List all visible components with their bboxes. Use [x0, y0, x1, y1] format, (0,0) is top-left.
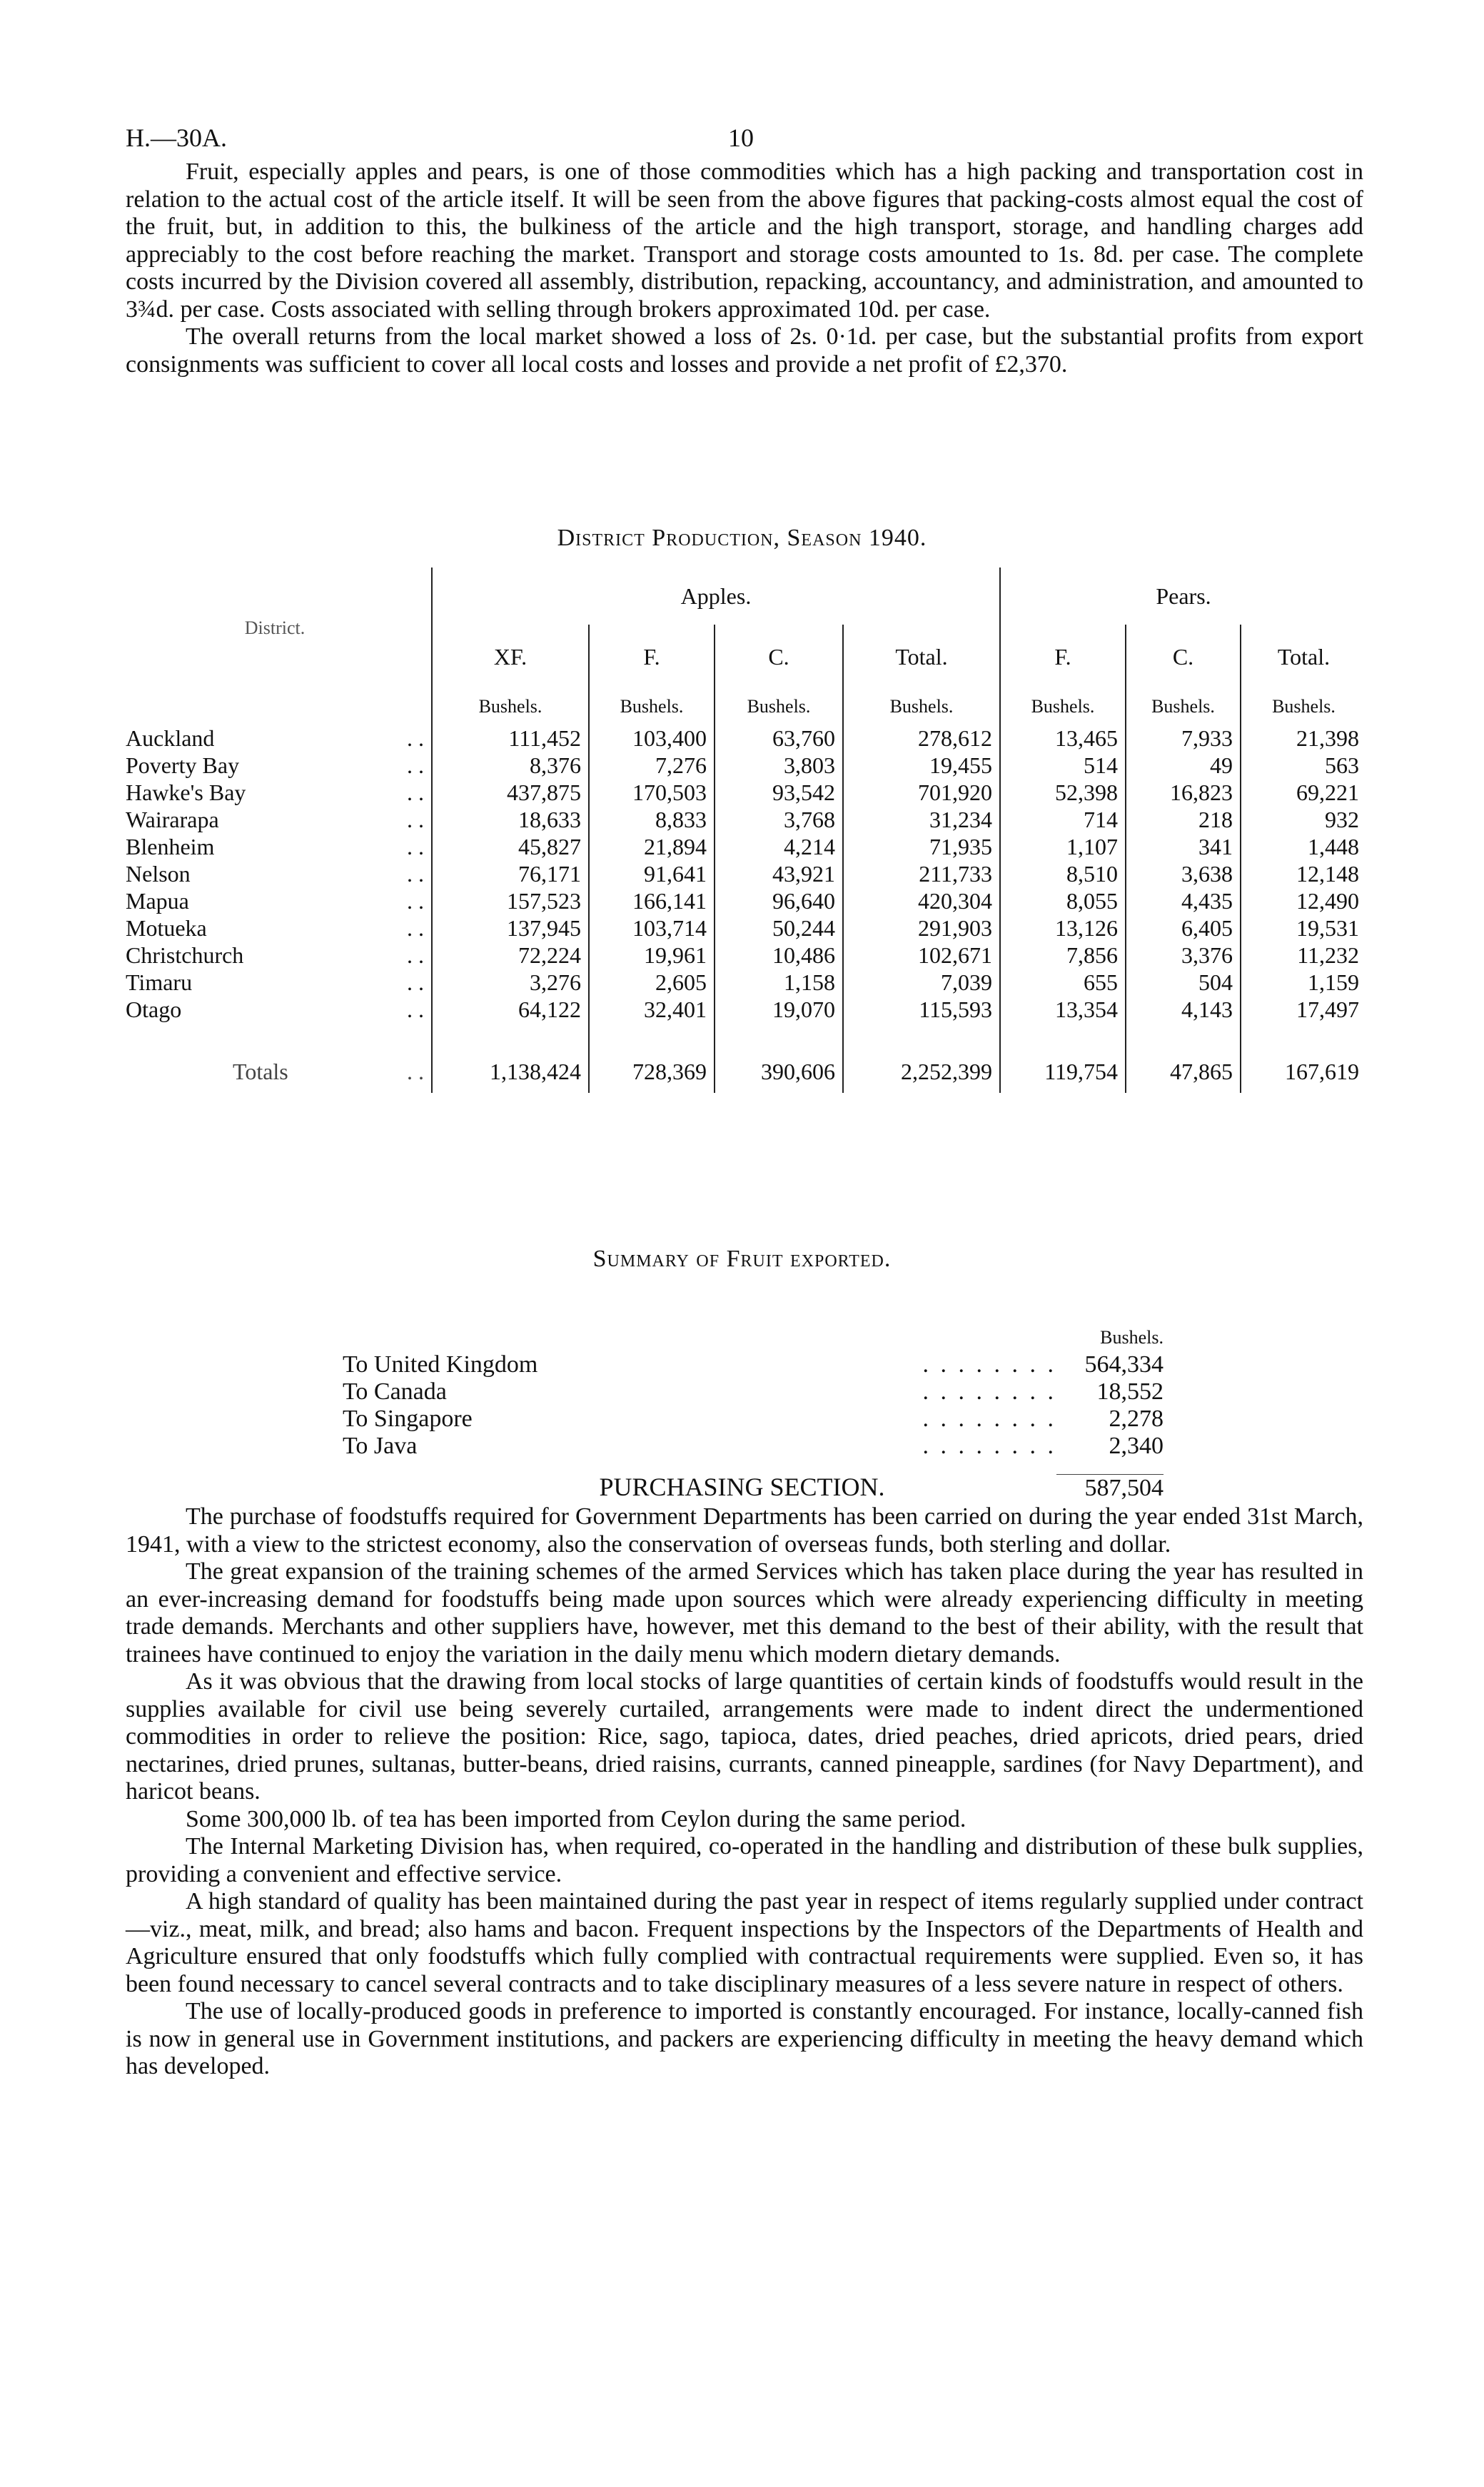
cell-value: 12,490 — [1241, 887, 1366, 914]
cell-value: 420,304 — [843, 887, 1000, 914]
cell-value: 11,232 — [1241, 942, 1366, 969]
table-row — [126, 860, 1366, 887]
table-row — [126, 942, 1366, 969]
column-header: F. — [589, 625, 715, 689]
unit-label: Bushels. — [715, 689, 843, 725]
table-row — [126, 969, 1366, 996]
cell-value: 8,833 — [589, 806, 715, 833]
paragraph: Some 300,000 lb. of tea has been imported from Ceylon during the same period. — [186, 1805, 966, 1832]
leader-dots: . . — [407, 806, 424, 832]
paragraph: Fruit, especially apples and pears, is one of those commodities which has a high packing and transportation cost in relation to the actual cost of the article itself. It will be seen from the above figures that packing-costs almost equal the cost of the fruit, but, in addition to this, the bulkiness of the article and the high transport, storage, and handling charges add appreciably to the cost before reaching the market. Transport and storage costs amounted to 1s. 8d. per case. The complete costs incurred by the Division covered all assembly, distribution, repacking, accountancy, and administration, and amounted to 3¾d. per case. Costs associated with selling through brokers approximated 10d. per case. — [126, 158, 1363, 323]
destination-label: To Canada — [343, 1378, 447, 1405]
page-number: 10 — [728, 123, 754, 152]
district-header: District. — [244, 617, 306, 638]
district-name — [126, 887, 432, 914]
cell-value: 32,401 — [589, 996, 715, 1023]
destination-label: To United Kingdom — [343, 1351, 538, 1378]
column-header: C. — [715, 625, 843, 689]
total-value: 390,606 — [715, 1050, 843, 1093]
cell-value: 19,961 — [589, 942, 715, 969]
summary-total: 587,504 — [1056, 1474, 1164, 1502]
district-name — [126, 914, 432, 942]
district-label: Blenheim — [126, 833, 215, 859]
cell-value: 7,276 — [589, 752, 715, 779]
column-header: Total. — [843, 625, 1000, 689]
district-name — [126, 833, 432, 860]
cell-value: 7,933 — [1126, 725, 1241, 752]
leader-dots: . . . . . . . . — [922, 1351, 1056, 1378]
paragraph: The use of locally-produced goods in preference to imported is constantly encouraged. For instance, locally-canned fish is now in general use in Government institutions, and packers are experiencing difficulty in meeting the heavy demand which has developed. — [126, 1998, 1363, 2079]
cell-value: 7,039 — [843, 969, 1000, 996]
total-value: 167,619 — [1241, 1050, 1366, 1093]
destination — [343, 1378, 1056, 1406]
destination-label: To Java — [343, 1433, 418, 1459]
leader-dots: . . — [407, 969, 424, 995]
table-title: District Production, Season 1940. — [557, 525, 927, 551]
cell-value: 1,107 — [1000, 833, 1126, 860]
district-label: Mapua — [126, 887, 189, 914]
cell-value: 1,448 — [1241, 833, 1366, 860]
purchasing-text — [126, 1503, 1363, 2081]
leader-dots: . . — [407, 914, 424, 941]
column-header: F. — [1000, 625, 1126, 689]
cell-value: 45,827 — [432, 833, 589, 860]
cell-value: 166,141 — [589, 887, 715, 914]
cell-value: 64,122 — [432, 996, 589, 1023]
paragraph: The Internal Marketing Division has, when required, co-operated in the handling and distribution of these bulk supplies, providing a convenient and effective service. — [126, 1833, 1363, 1887]
cell-value: 63,760 — [715, 725, 843, 752]
destination — [343, 1351, 1056, 1378]
cell-value: 932 — [1241, 806, 1366, 833]
document-reference: H.—30A. — [126, 123, 227, 152]
cell-value: 3,376 — [1126, 942, 1241, 969]
district-name — [126, 725, 432, 752]
total-value: 47,865 — [1126, 1050, 1241, 1093]
bushels-value: 18,552 — [1096, 1378, 1164, 1405]
cell-value: 3,803 — [715, 752, 843, 779]
summary-row — [343, 1378, 1164, 1406]
column-header: XF. — [432, 625, 589, 689]
cell-value: 10,486 — [715, 942, 843, 969]
pears-header: Pears. — [1000, 567, 1366, 625]
cell-value: 111,452 — [432, 725, 589, 752]
table-row — [126, 996, 1366, 1023]
table-row — [126, 752, 1366, 779]
cell-value: 91,641 — [589, 860, 715, 887]
district-name — [126, 752, 432, 779]
leader-dots: . . . . . . . . — [922, 1378, 1056, 1405]
leader-dots: . . . . . . . . — [922, 1433, 1056, 1459]
summary-row — [343, 1433, 1164, 1460]
leader-dots: . . — [407, 996, 424, 1022]
leader-dots: . . — [407, 860, 424, 887]
district-name — [126, 996, 432, 1023]
paragraph: The purchase of foodstuffs required for Government Departments has been carried on during the year ended 31st March, 1941, with a view to the strictest economy, also the conservation of overseas funds, both sterling and dollar. — [126, 1503, 1363, 1558]
district-production-table — [126, 567, 1366, 1093]
leader-dots: . . . . . . . . — [922, 1406, 1056, 1432]
unit-label: Bushels. — [432, 689, 589, 725]
bushels-value: 2,340 — [1109, 1433, 1164, 1459]
unit-label: Bushels. — [1241, 689, 1366, 725]
cell-value: 514 — [1000, 752, 1126, 779]
cell-value: 21,398 — [1241, 725, 1366, 752]
cell-value: 13,126 — [1000, 914, 1126, 942]
cell-value: 437,875 — [432, 779, 589, 806]
cell-value: 1,158 — [715, 969, 843, 996]
unit-label: Bushels. — [1000, 689, 1126, 725]
district-name — [126, 806, 432, 833]
cell-value: 3,276 — [432, 969, 589, 996]
destination — [343, 1433, 1056, 1460]
cell-value: 93,542 — [715, 779, 843, 806]
column-header: Total. — [1241, 625, 1366, 689]
cell-value: 278,612 — [843, 725, 1000, 752]
district-name — [126, 779, 432, 806]
cell-value: 103,400 — [589, 725, 715, 752]
cell-value: 19,531 — [1241, 914, 1366, 942]
cell-value: 72,224 — [432, 942, 589, 969]
cell-value: 655 — [1000, 969, 1126, 996]
leader-dots: . . — [407, 725, 424, 751]
cell-value: 71,935 — [843, 833, 1000, 860]
total-value: 728,369 — [589, 1050, 715, 1093]
leader-dots: . . — [407, 833, 424, 859]
cell-value: 69,221 — [1241, 779, 1366, 806]
cell-value: 3,638 — [1126, 860, 1241, 887]
cell-value: 157,523 — [432, 887, 589, 914]
cell-value: 714 — [1000, 806, 1126, 833]
cell-value: 1,159 — [1241, 969, 1366, 996]
cell-value: 96,640 — [715, 887, 843, 914]
district-label: Hawke's Bay — [126, 779, 246, 805]
cell-value: 13,354 — [1000, 996, 1126, 1023]
leader-dots: . . — [407, 779, 424, 805]
unit-label: Bushels. — [1126, 689, 1241, 725]
summary-unit: Bushels. — [1100, 1327, 1164, 1348]
cell-value: 115,593 — [843, 996, 1000, 1023]
district-name — [126, 860, 432, 887]
cell-value: 21,894 — [589, 833, 715, 860]
district-label: Auckland — [126, 725, 215, 751]
total-value: 119,754 — [1000, 1050, 1126, 1093]
summary-row — [343, 1351, 1164, 1378]
table-row — [126, 833, 1366, 860]
table-row — [126, 887, 1366, 914]
cell-value: 4,143 — [1126, 996, 1241, 1023]
district-label: Nelson — [126, 860, 191, 887]
cell-value: 49 — [1126, 752, 1241, 779]
table-row — [126, 779, 1366, 806]
intro-text — [126, 158, 1363, 378]
bushels-value: 564,334 — [1084, 1351, 1164, 1378]
leader-dots: . . — [407, 942, 424, 968]
cell-value: 103,714 — [589, 914, 715, 942]
cell-value: 3,768 — [715, 806, 843, 833]
cell-value: 17,497 — [1241, 996, 1366, 1023]
cell-value: 4,435 — [1126, 887, 1241, 914]
paragraph: As it was obvious that the drawing from local stocks of large quantities of certain kinds of foodstuffs would result in the supplies available for civil use being severely curtailed, arrangements were made to indent direct the undermentioned commodities in order to relieve the position: Rice, sago, tapioca, dates, dried peaches, dried apricots, dried pears, dried nectarines, dried prunes, sultanas, butter-beans, dried raisins, currants, canned pineapple, sardines (for Navy Department), and haricot beans. — [126, 1668, 1363, 1805]
totals-label: Totals . . — [233, 1058, 424, 1084]
cell-value: 19,070 — [715, 996, 843, 1023]
cell-value: 4,214 — [715, 833, 843, 860]
cell-value: 7,856 — [1000, 942, 1126, 969]
destination — [343, 1406, 1056, 1433]
district-label: Timaru — [126, 969, 193, 995]
cell-value: 218 — [1126, 806, 1241, 833]
cell-value: 52,398 — [1000, 779, 1126, 806]
cell-value: 102,671 — [843, 942, 1000, 969]
cell-value: 341 — [1126, 833, 1241, 860]
district-label: Christchurch — [126, 942, 244, 968]
cell-value: 211,733 — [843, 860, 1000, 887]
section-heading: PURCHASING SECTION. — [599, 1473, 885, 1501]
paragraph: The great expansion of the training schemes of the armed Services which has taken place during the year has resulted in an ever-increasing demand for foodstuffs being made upon sources which were already experiencing difficulty in meeting trade demands. Merchants and other suppliers have, however, met this demand to the best of their ability, with the result that trainees have continued to enjoy the variation in the daily menu which modern dietary demands. — [126, 1558, 1363, 1668]
summary-row — [343, 1406, 1164, 1433]
cell-value: 76,171 — [432, 860, 589, 887]
cell-value: 2,605 — [589, 969, 715, 996]
cell-value: 31,234 — [843, 806, 1000, 833]
district-name — [126, 942, 432, 969]
cell-value: 13,465 — [1000, 725, 1126, 752]
cell-value: 19,455 — [843, 752, 1000, 779]
cell-value: 8,376 — [432, 752, 589, 779]
cell-value: 291,903 — [843, 914, 1000, 942]
bushels-value: 2,278 — [1109, 1406, 1164, 1432]
table-row — [126, 914, 1366, 942]
cell-value: 8,055 — [1000, 887, 1126, 914]
table-row — [126, 806, 1366, 833]
leader-dots: . . — [407, 887, 424, 914]
paragraph: The overall returns from the local market showed a loss of 2s. 0·1d. per case, but the substantial profits from export consignments was sufficient to cover all local costs and losses and provide a net profit of £2,370. — [126, 323, 1363, 378]
column-header: C. — [1126, 625, 1241, 689]
cell-value: 43,921 — [715, 860, 843, 887]
apples-header: Apples. — [432, 567, 1000, 625]
district-label: Otago — [126, 996, 182, 1022]
table-row — [126, 725, 1366, 752]
total-value: 2,252,399 — [843, 1050, 1000, 1093]
total-value: 1,138,424 — [432, 1050, 589, 1093]
cell-value: 8,510 — [1000, 860, 1126, 887]
unit-label: Bushels. — [843, 689, 1000, 725]
cell-value: 16,823 — [1126, 779, 1241, 806]
district-label: Motueka — [126, 914, 207, 941]
unit-label: Bushels. — [589, 689, 715, 725]
totals-text: Totals — [233, 1058, 288, 1084]
cell-value: 12,148 — [1241, 860, 1366, 887]
cell-value: 701,920 — [843, 779, 1000, 806]
district-label: Wairarapa — [126, 806, 219, 832]
destination-label: To Singapore — [343, 1406, 473, 1432]
leader-dots: . . — [407, 752, 424, 778]
cell-value: 6,405 — [1126, 914, 1241, 942]
district-label: Poverty Bay — [126, 752, 240, 778]
cell-value: 170,503 — [589, 779, 715, 806]
cell-value: 563 — [1241, 752, 1366, 779]
cell-value: 504 — [1126, 969, 1241, 996]
paragraph: A high standard of quality has been maintained during the past year in respect of items regularly supplied under contract—viz., meat, milk, and bread; also hams and bacon. Frequent inspections by the Inspectors of the Departments of Health and Agriculture ensured that only foodstuffs which fully complied with contractual requirements were supplied. Even so, it has been found necessary to cancel several contracts and to take disciplinary measures of a less severe nature in respect of others. — [126, 1888, 1363, 1997]
cell-value: 50,244 — [715, 914, 843, 942]
summary-title: Summary of Fruit exported. — [592, 1246, 892, 1272]
cell-value: 137,945 — [432, 914, 589, 942]
district-name — [126, 969, 432, 996]
cell-value: 18,633 — [432, 806, 589, 833]
